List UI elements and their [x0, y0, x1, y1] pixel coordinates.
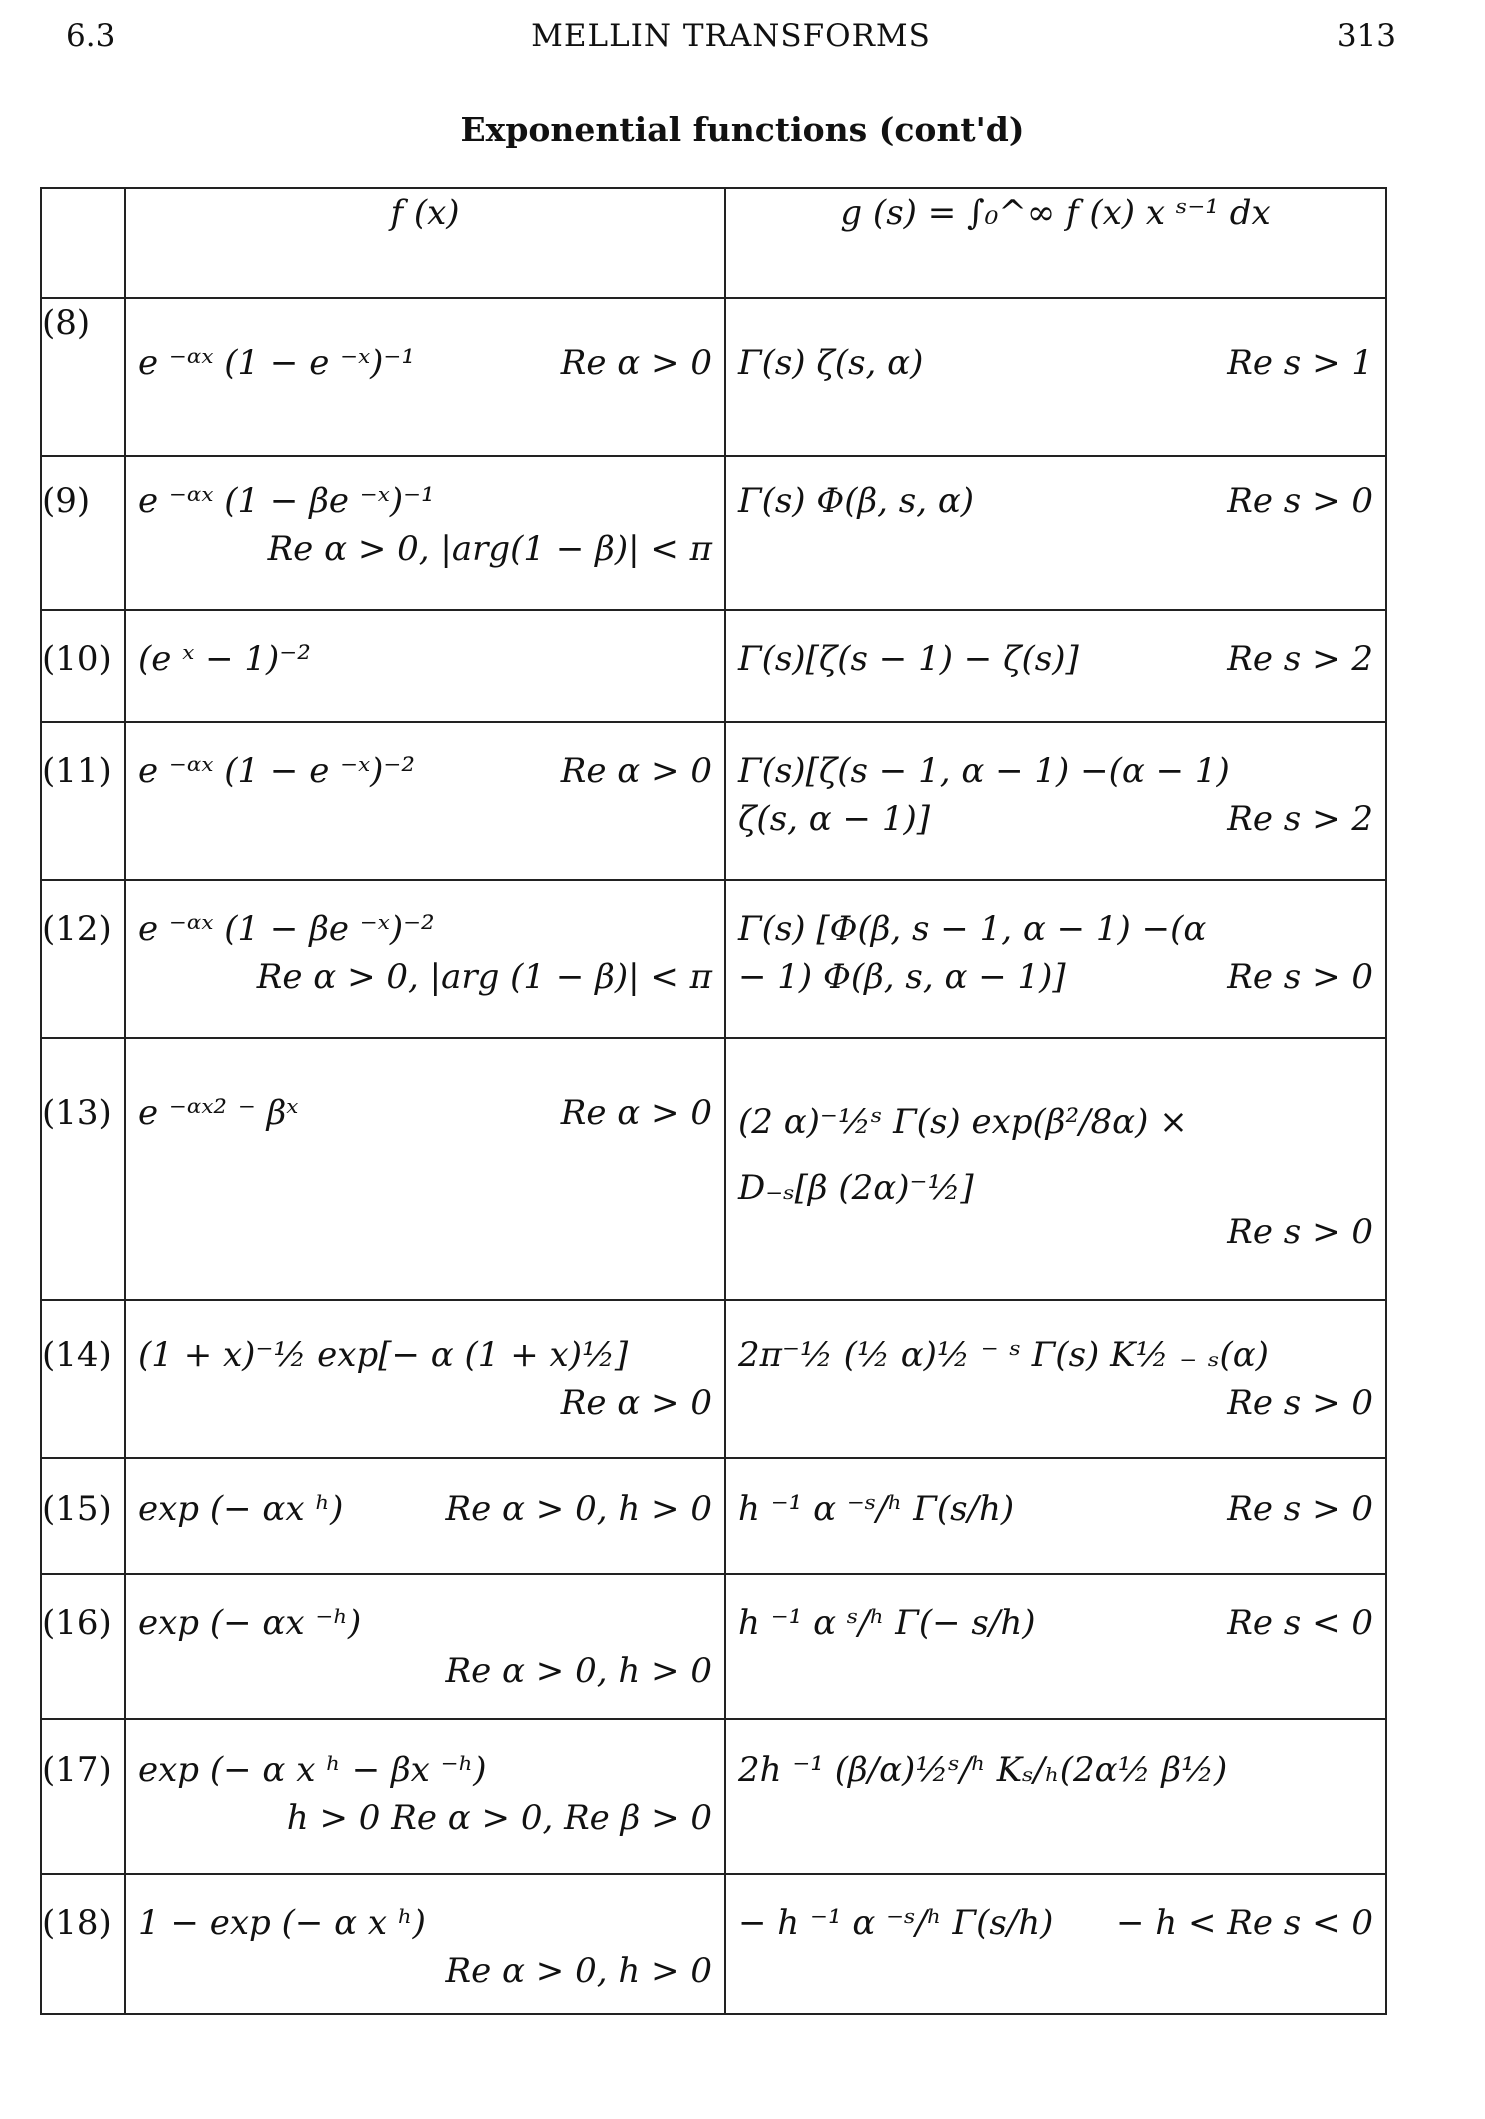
f-cell	[125, 298, 725, 456]
f-cell	[125, 1458, 725, 1574]
g-condition: Re s > 0	[1227, 1212, 1373, 1252]
table-row	[41, 1874, 1386, 2014]
g-condition: Re s > 0	[1227, 1489, 1373, 1529]
row-number: (12)	[41, 880, 125, 1038]
g-cell	[725, 1458, 1386, 1574]
row-number: (9)	[41, 456, 125, 610]
g-condition: Re s > 2	[1227, 799, 1373, 839]
table-row	[41, 1300, 1386, 1458]
g-cell	[725, 722, 1386, 880]
f-cell	[125, 610, 725, 722]
g-condition: Re s > 0	[1227, 481, 1373, 521]
g-cell	[725, 610, 1386, 722]
f-expression: exp (− αx ʰ)	[138, 1489, 344, 1529]
row-number: (10)	[41, 610, 125, 722]
table-row	[41, 456, 1386, 610]
g-cell	[725, 1300, 1386, 1458]
g-expression: − h ⁻¹ α ⁻ˢ/ʰ Γ(s/h)	[738, 1903, 1054, 1943]
g-expression: Γ(s)[ζ(s − 1) − ζ(s)]	[738, 639, 1079, 679]
g-condition: Re s < 0	[1227, 1603, 1373, 1643]
header-g: g (s) = ∫₀^∞ f (x) x ˢ⁻¹ dx	[725, 188, 1386, 298]
g-cell	[725, 1874, 1386, 2014]
g-cell	[725, 1038, 1386, 1300]
g-condition: Re s > 0	[1227, 1383, 1373, 1423]
g-expression: h ⁻¹ α ⁻ˢ/ʰ Γ(s/h)	[738, 1489, 1015, 1529]
table-row	[41, 1719, 1386, 1874]
g-expression: Γ(s) [Φ(β, s − 1, α − 1) −(α − 1) Φ(β, s, α − 1)]	[738, 909, 1207, 997]
f-cell	[125, 1574, 725, 1719]
f-cell	[125, 880, 725, 1038]
page-number: 313	[1336, 18, 1396, 54]
f-expression: e ⁻ᵅˣ (1 − βe ⁻ˣ)⁻²	[138, 909, 435, 949]
f-condition: Re α > 0	[560, 751, 712, 791]
table-caption: Exponential functions (cont'd)	[460, 110, 1025, 149]
g-cell	[725, 298, 1386, 456]
row-number: (14)	[41, 1300, 125, 1458]
g-expression: (2 α)⁻½ˢ Γ(s) exp(β²/8α) × D₋ₛ[β (2α)⁻½]	[738, 1102, 1188, 1208]
row-number: (17)	[41, 1719, 125, 1874]
f-condition: Re α > 0	[560, 1093, 712, 1133]
f-condition: Re α > 0, h > 0	[445, 1651, 712, 1691]
g-expression: 2h ⁻¹ (β/α)½ˢ/ʰ Kₛ/ₕ(2α½ β½)	[738, 1750, 1228, 1790]
g-expression: 2π⁻½ (½ α)½ ⁻ ˢ Γ(s) K½ ₋ ₛ(α)	[738, 1335, 1269, 1375]
section-number: 6.3	[66, 18, 116, 54]
g-condition: Re s > 1	[1227, 343, 1373, 383]
f-cell	[125, 1719, 725, 1874]
row-number: (13)	[41, 1038, 125, 1300]
f-condition: Re α > 0	[560, 343, 712, 383]
f-expression: e ⁻ᵅˣ (1 − βe ⁻ˣ)⁻¹	[138, 481, 435, 521]
table-row	[41, 1038, 1386, 1300]
table-row	[41, 722, 1386, 880]
f-expression: e ⁻ᵅˣ (1 − e ⁻ˣ)⁻¹	[138, 343, 415, 383]
table-row	[41, 1574, 1386, 1719]
header-f: f (x)	[125, 188, 725, 298]
g-condition: − h < Re s < 0	[1115, 1903, 1373, 1943]
f-cell	[125, 1038, 725, 1300]
f-expression: 1 − exp (− α x ʰ)	[138, 1903, 426, 1943]
f-expression: e ⁻ᵅˣ² ⁻ βˣ	[138, 1093, 299, 1133]
f-cell	[125, 456, 725, 610]
f-condition: Re α > 0, |arg(1 − β)| < π	[267, 529, 712, 569]
f-cell	[125, 722, 725, 880]
g-expression: Γ(s)[ζ(s − 1, α − 1) −(α − 1) ζ(s, α − 1)]	[738, 751, 1230, 839]
f-expression: exp (− α x ʰ − βx ⁻ʰ)	[138, 1750, 487, 1790]
g-cell	[725, 880, 1386, 1038]
table-row	[41, 880, 1386, 1038]
row-number: (8)	[41, 298, 125, 456]
g-expression: Γ(s) Φ(β, s, α)	[738, 481, 975, 521]
f-cell	[125, 1874, 725, 2014]
g-expression: h ⁻¹ α ˢ/ʰ Γ(− s/h)	[738, 1603, 1036, 1643]
mellin-table	[40, 187, 1387, 2015]
g-cell	[725, 1719, 1386, 1874]
f-condition: Re α > 0, h > 0	[445, 1951, 712, 1991]
g-cell	[725, 1574, 1386, 1719]
f-condition: Re α > 0, h > 0	[445, 1489, 712, 1529]
g-condition: Re s > 2	[1227, 639, 1373, 679]
row-number: (18)	[41, 1874, 125, 2014]
running-title: MELLIN TRANSFORMS	[531, 18, 931, 54]
row-number: (16)	[41, 1574, 125, 1719]
f-condition: Re α > 0	[560, 1383, 712, 1423]
header-number-cell	[41, 188, 125, 298]
table-row	[41, 610, 1386, 722]
g-expression: Γ(s) ζ(s, α)	[738, 343, 924, 383]
g-cell	[725, 456, 1386, 610]
table-row	[41, 1458, 1386, 1574]
f-expression: (1 + x)⁻½ exp[− α (1 + x)½]	[138, 1335, 629, 1375]
running-head	[66, 18, 1396, 68]
f-condition: h > 0 Re α > 0, Re β > 0	[286, 1798, 712, 1838]
table-header-row	[41, 188, 1386, 298]
f-expression: (e ˣ − 1)⁻²	[138, 639, 311, 679]
f-cell	[125, 1300, 725, 1458]
row-number: (15)	[41, 1458, 125, 1574]
table-row	[41, 298, 1386, 456]
f-condition: Re α > 0, |arg (1 − β)| < π	[256, 957, 712, 997]
f-expression: exp (− αx ⁻ʰ)	[138, 1603, 362, 1643]
row-number: (11)	[41, 722, 125, 880]
f-expression: e ⁻ᵅˣ (1 − e ⁻ˣ)⁻²	[138, 751, 415, 791]
g-condition: Re s > 0	[1227, 957, 1373, 997]
